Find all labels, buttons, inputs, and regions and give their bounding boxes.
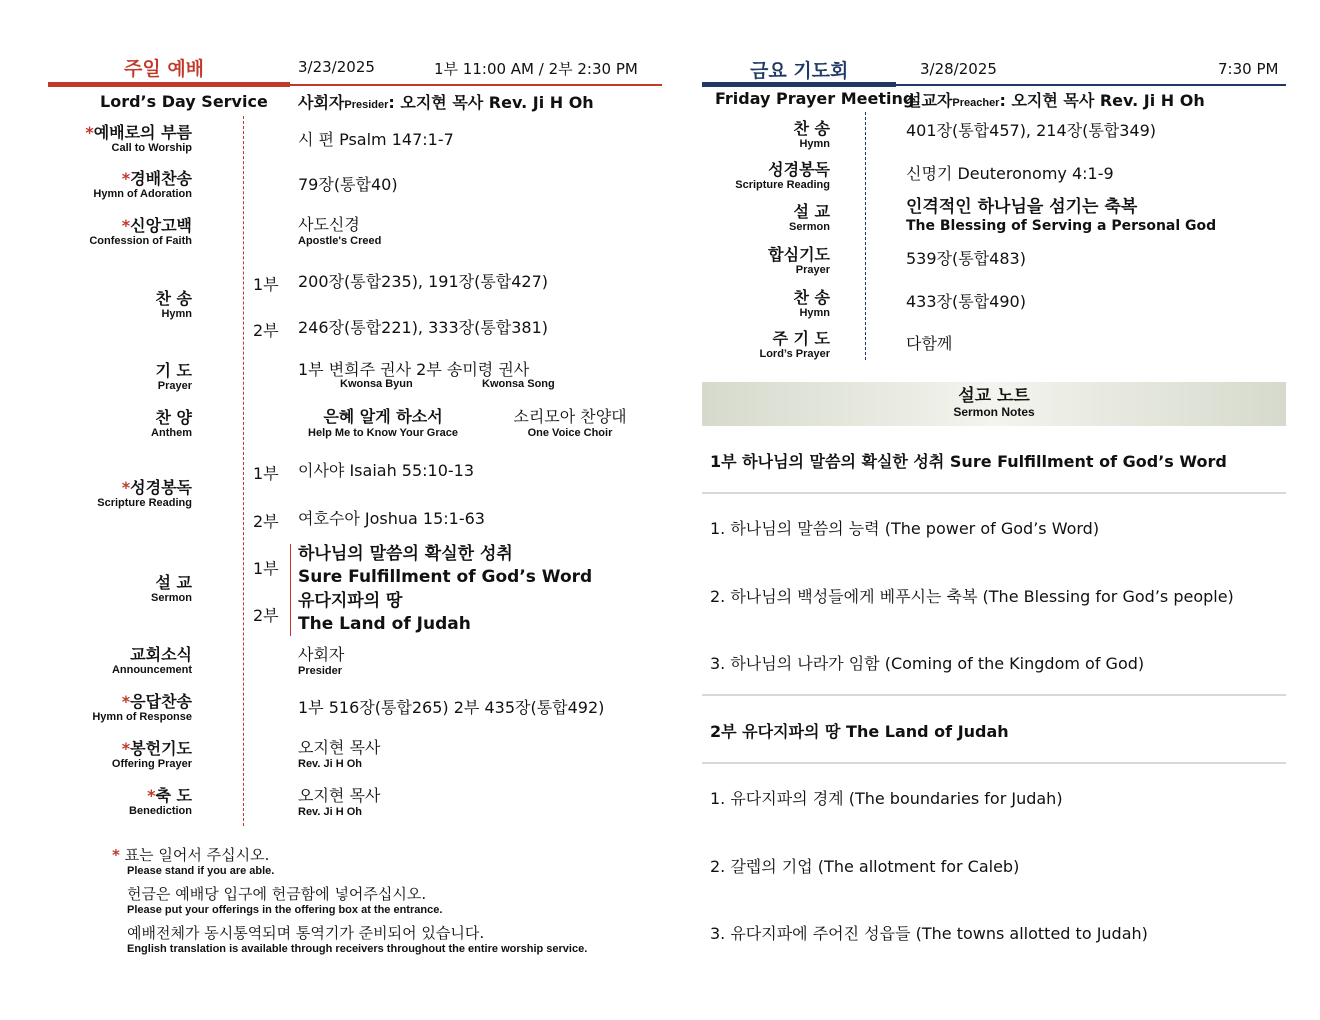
friday-divider [865,112,866,360]
value-benediction: 오지현 목사 Rev. Ji H Oh [298,786,381,818]
friday-date: 3/28/2025 [920,60,997,78]
label-scripture: *성경봉독 Scripture Reading [97,478,192,509]
prayer-sub2: Kwonsa Song [482,378,555,390]
label-announcement: 교회소식 Announcement [111,645,192,676]
sermon-bracket [290,544,291,636]
sunday-title: 주일 예배 [124,58,205,80]
label-sermon: 설 교 Sermon [151,573,192,604]
sermon-title1-ko: 하나님의 말씀의 확실한 성취 [298,544,513,564]
friday-label-hymn1: 찬 송 Hymn [793,119,830,150]
label-benediction: *축 도 Benediction [129,786,192,817]
notice-offering: 헌금은 예배당 입구에 헌금함에 넣어주십시오. Please put your offerings in the offering box at the entrance. [127,885,443,916]
value-confession: 사도신경 Apostle's Creed [298,215,382,247]
scripture-value1: 이사야 Isaiah 55:10-13 [298,461,475,480]
preacher-label-en: Preacher [952,97,1000,109]
label-offering-prayer: *봉헌기도 Offering Prayer [111,739,192,770]
anthem-choir: 소리모아 찬양대 One Voice Choir [513,407,627,439]
hymn-part1: 1부 [253,275,279,294]
friday-label-hymn2: 찬 송 Hymn [793,288,830,319]
value-announcement: 사회자 Presider [298,645,345,677]
sermon-title2-ko: 유다지파의 땅 [298,591,403,611]
value-hymn-adoration: 79장(통합40) [298,175,398,194]
notes-separator [702,492,1286,494]
presider-label-en: Presider [344,99,389,111]
value-hymn-response: 1부 516장(통합265) 2부 435장(통합492) [298,698,605,717]
sunday-title-en: Lord’s Day Service [100,92,268,111]
notes-section2: 2부 유다지파의 땅 The Land of Judah [710,722,1009,741]
value-offering-prayer: 오지현 목사 Rev. Ji H Oh [298,738,381,770]
notice-translation: 예배전체가 동시통역되며 통역기가 준비되어 있습니다. English translation is available through receivers throughout the entire worship service. [127,924,588,955]
sunday-header-rule-thin [290,84,662,86]
friday-header-rule-thin [896,84,1286,86]
friday-title-en: Friday Prayer Meeting [715,89,915,108]
notes-separator [702,762,1286,764]
value-call-to-worship: 시 편 Psalm 147:1-7 [298,130,454,149]
hymn-part2: 2부 [253,321,279,340]
friday-value-sermon: 인격적인 하나님을 섬기는 축복 The Blessing of Serving a Personal God [906,197,1217,234]
sermon-notes-title: 설교 노트 [958,386,1030,406]
notes-separator [702,694,1286,696]
hymn-value2: 246장(통합221), 333장(통합381) [298,318,549,337]
sunday-header-rule-thick [48,82,290,87]
notes-point: 3. 유다지파에 주어진 성읍들 (The towns allotted to Judah) [710,924,1148,943]
friday-preacher [906,88,1205,111]
sermon-notes-header [702,382,1286,426]
notes-point: 2. 갈렙의 기업 (The allotment for Caleb) [710,857,1020,876]
presider-name: : 오지현 목사 Rev. Ji H Oh [388,93,594,112]
label-confession: *신앙고백 Confession of Faith [89,216,192,247]
notes-point: 3. 하나님의 나라가 임함 (Coming of the Kingdom of God) [710,654,1145,673]
friday-label-scripture: 성경봉독 Scripture Reading [735,160,830,191]
friday-time: 7:30 PM [1218,60,1279,78]
label-anthem: 찬 양 Anthem [151,408,192,439]
preacher-label: 설교자 [906,91,953,110]
sermon-part1: 1부 [253,559,279,578]
label-hymn: 찬 송 Hymn [155,289,192,320]
notes-point: 2. 하나님의 백성들에게 베푸시는 축복 (The Blessing for God’s people) [710,587,1234,606]
friday-header-rule-thick [702,82,896,87]
notice-stand: * 표는 일어서 주십시오. Please stand if you are able. [112,846,275,877]
scripture-part2: 2부 [253,512,279,531]
friday-label-lords-prayer: 주 기 도 Lord’s Prayer [759,329,830,360]
scripture-part1: 1부 [253,464,279,483]
friday-value-scripture: 신명기 Deuteronomy 4:1-9 [906,164,1114,183]
sunday-presider [298,90,594,113]
friday-value-hymn2: 433장(통합490) [906,292,1026,311]
sunday-date: 3/23/2025 [298,58,375,76]
friday-value-hymn1: 401장(통합457), 214장(통합349) [906,121,1157,140]
friday-value-prayer: 539장(통합483) [906,249,1026,268]
label-call-to-worship: *예배로의 부름 Call to Worship [85,123,192,154]
sunday-divider [243,116,244,826]
label-hymn-adoration: *경배찬송 Hymn of Adoration [93,169,192,200]
scripture-value2: 여호수아 Joshua 15:1-63 [298,509,485,528]
preacher-name: : 오지현 목사 Rev. Ji H Oh [999,91,1205,110]
presider-label: 사회자 [298,93,345,112]
friday-value-lords-prayer: 다함께 [906,334,953,353]
notes-point: 1. 하나님의 말씀의 능력 (The power of God’s Word) [710,519,1100,538]
sermon-notes-title-en: Sermon Notes [953,405,1035,419]
sermon-title1-en: Sure Fulfillment of God’s Word [298,567,593,587]
label-prayer: 기 도 Prayer [155,361,192,392]
anthem-title: 은혜 알게 하소서 Help Me to Know Your Grace [308,407,458,439]
label-hymn-response: *응답찬송 Hymn of Response [92,692,192,723]
hymn-value1: 200장(통합235), 191장(통합427) [298,272,549,291]
friday-label-sermon: 설 교 Sermon [789,202,830,233]
sermon-title2-en: The Land of Judah [298,614,471,634]
friday-title: 금요 기도회 [750,60,849,82]
notes-point: 1. 유다지파의 경계 (The boundaries for Judah) [710,789,1063,808]
friday-label-prayer: 합심기도 Prayer [768,245,830,276]
prayer-sub1: Kwonsa Byun [340,378,413,390]
sunday-times: 1부 11:00 AM / 2부 2:30 PM [434,60,638,78]
sermon-part2: 2부 [253,606,279,625]
value-prayer: 1부 변희주 권사 2부 송미령 권사 [298,360,530,379]
notes-section1: 1부 하나님의 말씀의 확실한 성취 Sure Fulfillment of God’s Word [710,452,1227,471]
